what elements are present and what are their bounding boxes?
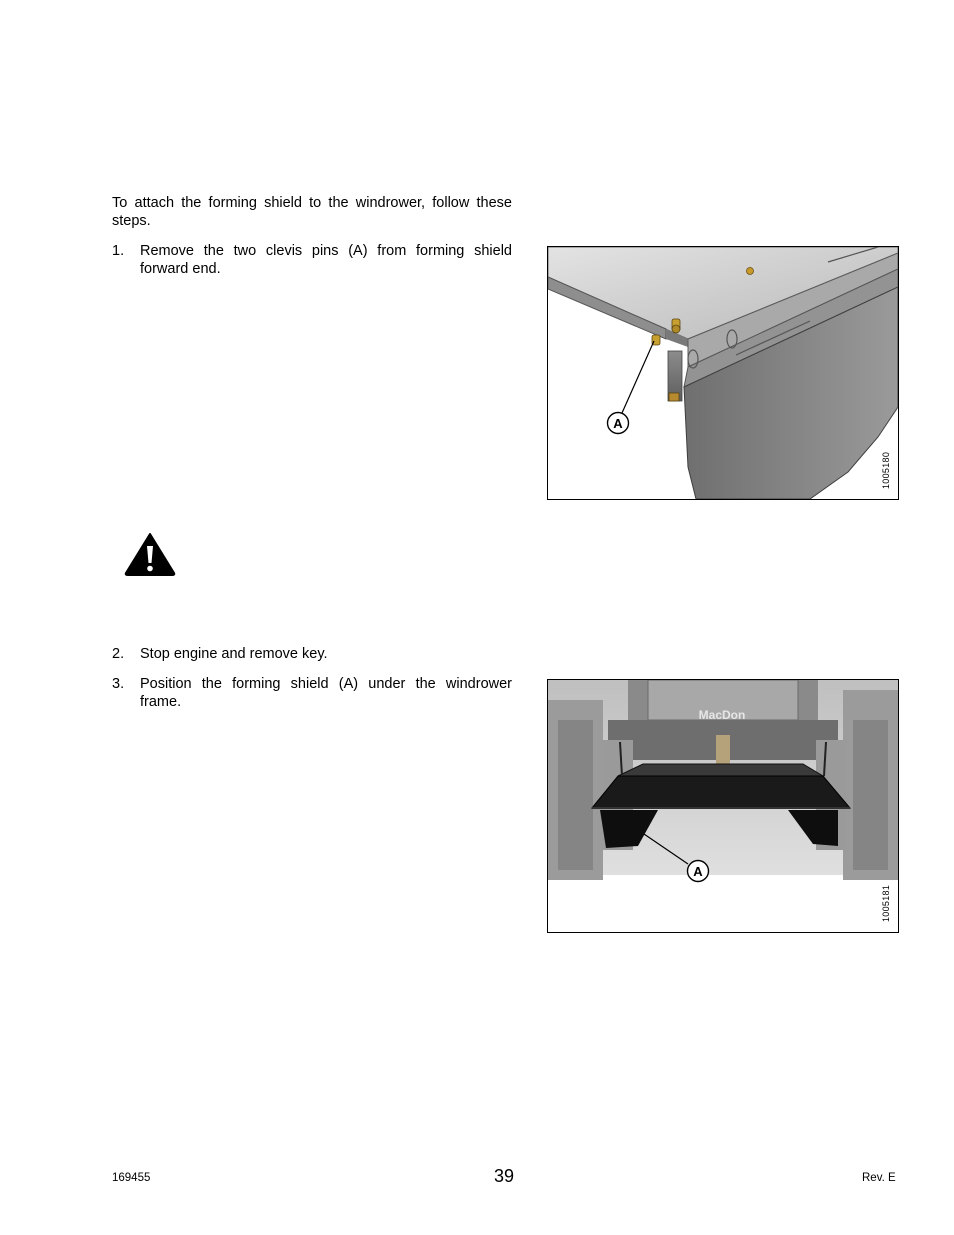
figure-1-code: 1005180 xyxy=(881,451,891,489)
brand-label: MacDon xyxy=(698,708,746,722)
windrower-photo-illustration xyxy=(548,680,898,932)
step-2-text: Stop engine and remove key. xyxy=(140,646,328,662)
callout-a-label: A xyxy=(613,416,623,431)
step-3-text: Position the forming shield (A) under the windrower frame. xyxy=(140,676,512,710)
forming-shield-corner-illustration xyxy=(548,247,898,499)
figure-2-code: 1005181 xyxy=(881,884,891,922)
step-1-number: 1. xyxy=(112,243,125,259)
intro-paragraph: To attach the forming shield to the windrower, follow these steps. xyxy=(112,195,512,229)
callout-a-label: A xyxy=(693,864,703,879)
revision: Rev. E xyxy=(862,1172,896,1184)
page-number: 39 xyxy=(494,1166,515,1186)
document-number: 169455 xyxy=(112,1172,151,1184)
step-2-number: 2. xyxy=(112,646,125,662)
warning-icon xyxy=(124,532,176,576)
step-3-number: 3. xyxy=(112,676,125,692)
step-1-text: Remove the two clevis pins (A) from forming shield forward end. xyxy=(140,243,512,277)
figure-clevis-pins xyxy=(547,246,899,500)
figure-forming-shield-position xyxy=(547,679,899,933)
